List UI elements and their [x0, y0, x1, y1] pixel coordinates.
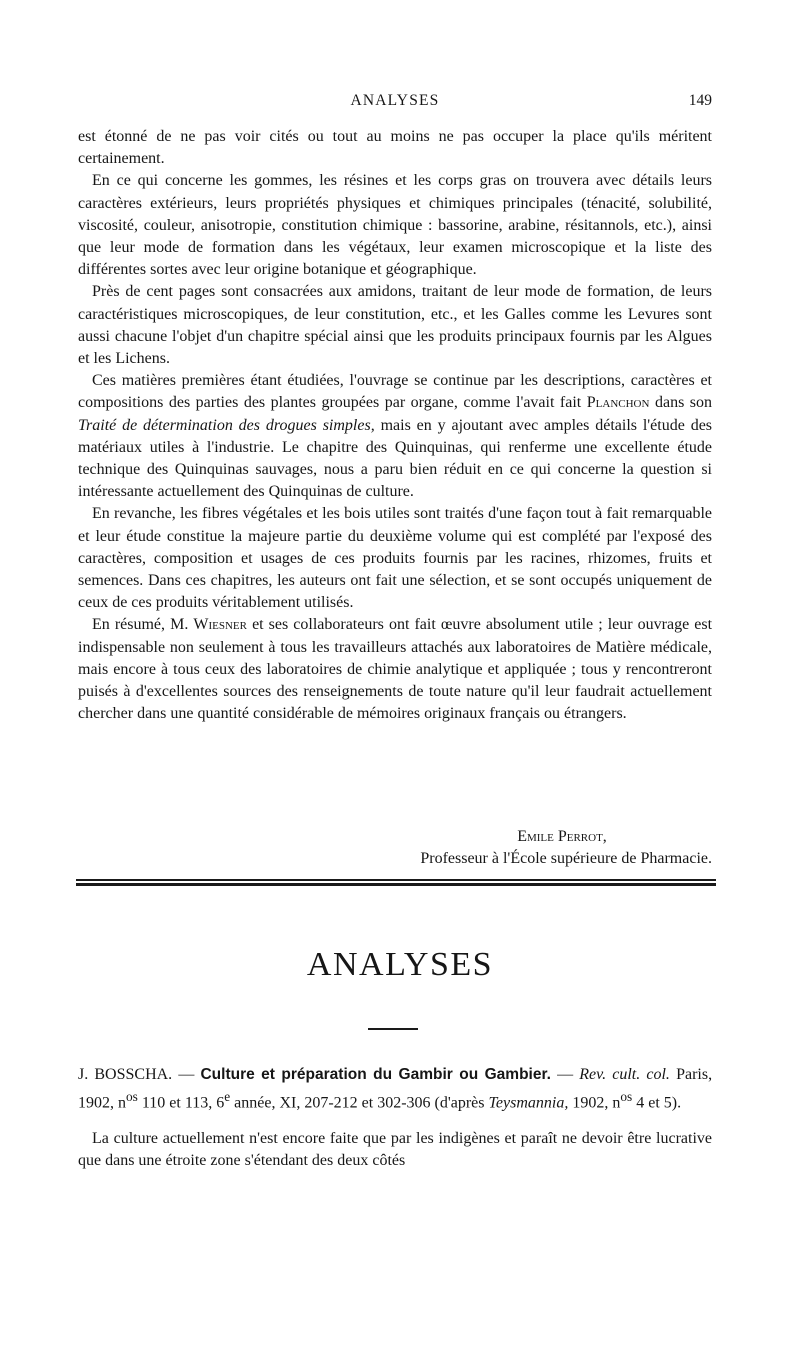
- author-planchon: Planchon: [586, 394, 650, 412]
- section-rule-thick: [76, 883, 716, 886]
- paragraph-4-text-b: dans son: [654, 394, 713, 412]
- review-paragraph-4: [78, 370, 712, 503]
- signature-title: Professeur à l'École supérieure de Pharmacie.: [420, 850, 712, 867]
- review-paragraph-3: Près de cent pages sont consacrées aux amidons, traitant de leur mode de formation, de leurs caractéristiques microscopiques, de leur constitution, etc., et les Galles comme les Levures sont aussi chacune l'objet d'un chapitre spécial ainsi que les produits principaux fournis par les Algues et les Lichens.: [78, 283, 712, 368]
- signature-name: Emile Perrot,: [517, 828, 607, 845]
- author-wiesner: Wiesner: [193, 616, 247, 634]
- paragraph-6-text-a: En résumé, M.: [92, 616, 189, 634]
- section-rule-thin: [76, 879, 716, 881]
- title-underline: [368, 1028, 418, 1030]
- review-paragraph-5: En revanche, les fibres végétales et les bois utiles sont traités d'une façon tout à fait remarquable et leur étude constitue la majeure partie du deuxième volume qui est complété par l'exposé des caractères, composition et usages de ces produits fournis par les racines, rhizomes, fruits et semences. Dans ces chapitres, les auteurs ont fait une sélection, et se sont occupés uniquement de ceux de ces produits véritablement utilisés.: [78, 505, 712, 612]
- review-paragraph-6: [78, 614, 712, 725]
- citation-source: Teysmannia,: [488, 1094, 569, 1112]
- signature-block: [292, 826, 712, 870]
- analysis-entry: [78, 1064, 712, 1172]
- review-paragraph-1: est étonné de ne pas voir cités ou tout au moins ne pas occuper la place qu'ils méritent certainement.: [78, 128, 712, 168]
- citation-c: année, XI, 207-212 et 302-306 (d'après: [234, 1094, 485, 1112]
- running-head: ANALYSES: [350, 92, 440, 109]
- citation-nos-1: os: [126, 1089, 138, 1104]
- citation-nos-2: os: [620, 1089, 633, 1104]
- entry-citation: [78, 1064, 712, 1114]
- citation-a: Paris, 1902, n: [78, 1066, 713, 1112]
- entry-dash: —: [557, 1066, 574, 1083]
- page-number: 149: [688, 92, 712, 109]
- section-title: ANALYSES: [306, 946, 494, 983]
- entry-title: Culture et préparation du Gambir ou Gambier.: [200, 1066, 551, 1083]
- citation-b: 110 et 113, 6: [141, 1094, 225, 1112]
- citation-d: 1902, n: [572, 1094, 621, 1112]
- entry-author: J. BOSSCHA. —: [78, 1066, 195, 1083]
- citation-ordinal: e: [224, 1089, 231, 1104]
- entry-journal: Rev. cult. col.: [579, 1066, 670, 1083]
- entry-paragraph: La culture actuellement n'est encore faite que par les indigènes et paraît ne devoir être lucrative que dans une étroite zone s'étendant des deux côtés: [78, 1130, 712, 1170]
- work-title: Traité de détermination des drogues simples,: [78, 416, 375, 434]
- review-text: [78, 126, 712, 725]
- review-paragraph-2: En ce qui concerne les gommes, les résines et les corps gras on trouvera avec détails leurs caractères extérieurs, leurs propriétés physiques et chimiques principales (ténacité, solubilité, viscosité, couleur, anisotropie, constitution chimique : bassorine, arabine, résitannols, etc.), ainsi que leur mode de formation dans les végétaux, leur examen microscopique et la liste des différentes sortes avec leur origine botanique et géographique.: [78, 172, 712, 279]
- paragraph-6-text-b: et ses collaborateurs ont fait œuvre absolument utile ; leur ouvrage est indispensable non seulement à tous les travailleurs attachés aux laboratoires de Matière médicale, mais encore à tous ceux des laboratoires de chimie analytique et appliquée ; tous y rencontreront puisés à d'excellentes sources des renseignements de toute nature qu'il leur faudrait actuellement chercher dans une quantité considérable de mémoires originaux français ou étrangers.: [78, 616, 713, 723]
- paragraph-4-text-c: mais en y ajoutant avec amples détails l'étude des matériaux utiles à l'industrie. Le chapitre des Quinquinas, qui renferme une excellente étude technique des Quinquinas sauvages, nous a paru bien réduit en ce qui concerne la question si intéressante actuellement des Quinquinas de culture.: [78, 416, 713, 501]
- page-header: [78, 92, 712, 114]
- citation-e: 4 et 5).: [636, 1094, 682, 1112]
- paragraph-4-text-a: Ces matières premières étant étudiées, l'ouvrage se continue par les descriptions, caractères et compositions des parties des plantes groupées par organe, comme l'avait fait: [78, 372, 712, 412]
